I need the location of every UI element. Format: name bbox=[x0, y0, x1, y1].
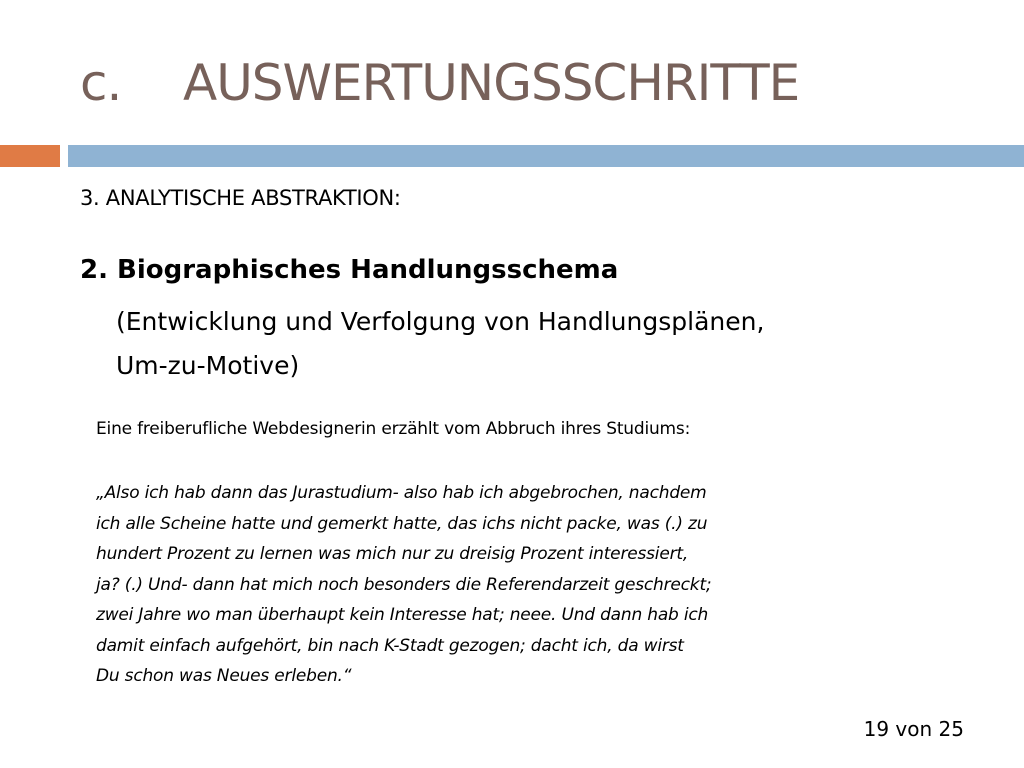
quote-line: ich alle Scheine hatte und gemerkt hatte, das ichs nicht packe, was (.) zu bbox=[96, 513, 708, 534]
quote-intro: Eine freiberufliche Webdesignerin erzählt vom Abbruch ihres Studiums: bbox=[96, 419, 691, 439]
quote-line: „Also ich hab dann das Jurastudium- also hab ich abgebrochen, nachdem bbox=[96, 483, 707, 503]
quote-line: Du schon was Neues erleben.“ bbox=[96, 666, 352, 686]
subheading: 3. ANALYTISCHE ABSTRAKTION: bbox=[80, 186, 401, 210]
description-line: Um-zu-Motive) bbox=[116, 351, 300, 380]
title-underline-bar bbox=[68, 145, 1024, 167]
title-number: c. bbox=[80, 54, 122, 112]
title-text: AUSWERTUNGSSCHRITTE bbox=[183, 54, 800, 112]
interview-quote bbox=[96, 478, 856, 692]
description-line: (Entwicklung und Verfolgung von Handlungsplänen, bbox=[116, 307, 765, 336]
quote-line: hundert Prozent zu lernen was mich nur zu dreisig Prozent interessiert, bbox=[96, 544, 689, 564]
quote-line: damit einfach aufgehört, bin nach K-Stadt gezogen; dacht ich, da wirst bbox=[96, 635, 684, 656]
section-description bbox=[116, 300, 876, 388]
accent-bar bbox=[0, 145, 60, 167]
quote-line: ja? (.) Und- dann hat mich noch besonders die Referendarzeit geschreckt; bbox=[96, 574, 712, 595]
section-heading: 2. Biographisches Handlungsschema bbox=[80, 255, 619, 285]
page-number: 19 von 25 bbox=[863, 717, 964, 741]
quote-line: zwei Jahre wo man überhaupt kein Interesse hat; neee. Und dann hab ich bbox=[96, 605, 709, 625]
slide-title bbox=[80, 48, 799, 118]
